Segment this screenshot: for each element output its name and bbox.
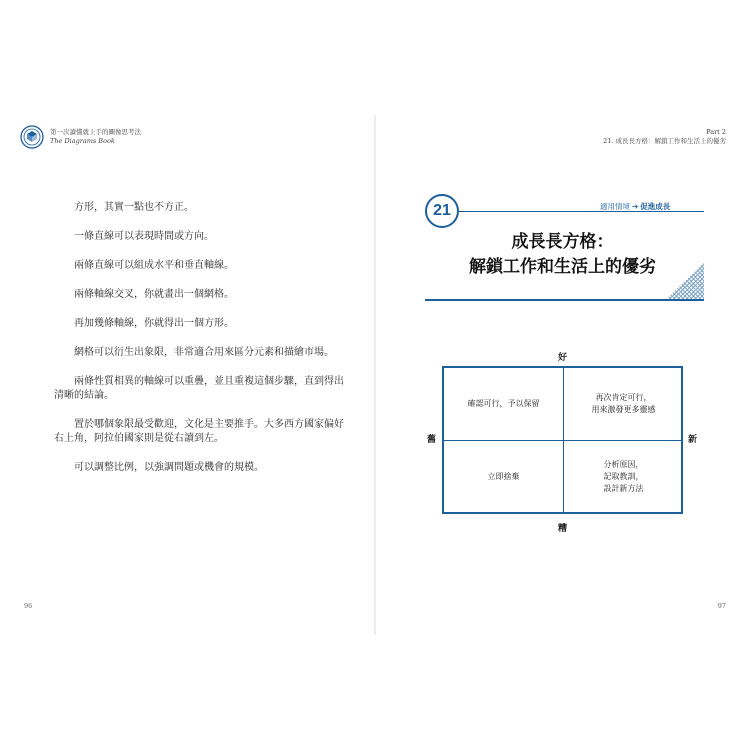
left-running-header <box>50 128 141 146</box>
part-label: Part 2 <box>706 128 726 136</box>
paragraph: 再加幾條軸線，你就得出一個方形。 <box>74 318 234 329</box>
paragraph: 置於哪個象限最受歡迎，文化是主要推手。大多西方國家偏好右上角，阿拉伯國家則是從右讀到左。 <box>54 419 344 444</box>
title-line-2: 解鎖工作和生活上的優劣 <box>469 257 656 277</box>
title-line-1: 成長長方格： <box>511 232 614 252</box>
right-page-number: 97 <box>717 602 726 610</box>
paragraph: 一條直線可以表現時間或方向。 <box>74 231 214 242</box>
axis-label-bottom: 糟 <box>558 524 568 534</box>
left-page-number: 96 <box>24 602 33 610</box>
left-body-text <box>54 201 346 490</box>
apply-label: 適用情境 <box>600 202 630 211</box>
section-label: 21. 成長長方格：解鎖工作和生活上的優劣 <box>603 137 726 145</box>
arrow-right-icon: ➔ <box>632 202 639 211</box>
title-rule <box>425 299 704 301</box>
quadrant-bottom-right: 分析原因， 記取教訓， 設計新方法 <box>603 460 644 493</box>
axis-label-right: 新 <box>688 435 698 445</box>
quadrant-bottom-left: 立即捨棄 <box>487 472 520 481</box>
section-number-badge: 21 <box>425 194 459 228</box>
paragraph: 兩條性質相異的軸線可以重疊，並且重複這個步驟，直到得出清晰的結論。 <box>54 376 344 401</box>
paragraph: 方形，其實一點也不方正。 <box>74 202 194 213</box>
book-title-en: The Diagrams Book <box>50 137 115 145</box>
quadrant-top-right: 再次肯定可行， 用來激發更多靈感 <box>591 393 656 414</box>
paragraph: 可以調整比例，以強調問題或機會的規模。 <box>74 462 264 473</box>
axis-label-left: 舊 <box>427 435 437 445</box>
book-spread <box>0 115 750 635</box>
right-running-header <box>603 128 726 146</box>
book-title-zh: 第一次讀懂就上手的圖像思考法 <box>50 128 141 136</box>
gutter <box>374 115 376 635</box>
quadrant-top-left: 確認可行，予以保留 <box>467 399 540 408</box>
paragraph: 網格可以衍生出象限，非常適合用來區分元素和描繪市場。 <box>74 347 334 358</box>
book-logo-icon <box>20 125 44 149</box>
paragraph: 兩條直線可以組成水平和垂直軸線。 <box>74 260 234 271</box>
growth-matrix <box>442 366 683 514</box>
section-title <box>440 230 685 280</box>
apply-context <box>600 201 670 212</box>
apply-target: 促進成長 <box>640 202 671 211</box>
axis-label-top: 好 <box>558 353 568 363</box>
paragraph: 兩條軸線交叉，你就畫出一個網格。 <box>74 289 234 300</box>
